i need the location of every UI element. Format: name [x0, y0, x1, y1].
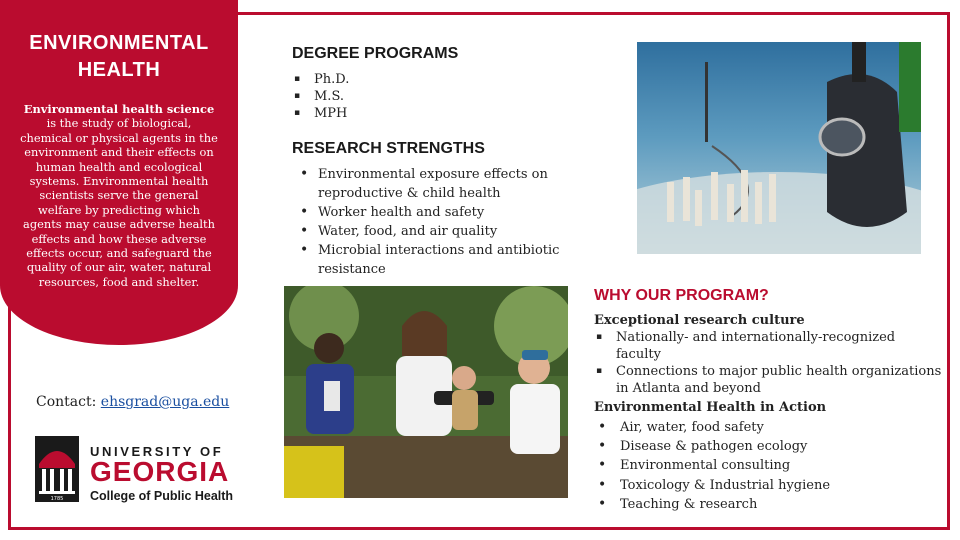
seal-year: 1785: [50, 496, 64, 502]
list-item: • Environmental consulting: [594, 456, 934, 475]
list-item: ▪ Ph.D.: [292, 71, 349, 88]
list-item: • Worker health and safety: [296, 203, 626, 222]
why-program-heading: WHY OUR PROGRAM?: [594, 287, 769, 304]
group-field-photo: [284, 286, 568, 498]
list-item: • Teaching & research: [594, 495, 934, 514]
panel-description-lead: Environmental health science: [23, 102, 215, 116]
list-item: ▪ MPH: [292, 105, 349, 122]
eh-in-action-list: [594, 418, 934, 514]
list-item: ▪ M.S.: [292, 88, 349, 105]
list-item: • Microbial interactions and antibiotic resistance: [296, 241, 626, 279]
logo-college: College of Public Health: [90, 489, 234, 503]
uga-logo: [35, 436, 245, 504]
panel-description: [20, 102, 218, 289]
research-strengths-heading: RESEARCH STRENGTHS: [292, 140, 485, 157]
arch-seal-icon: [35, 436, 79, 502]
research-strengths-list: [296, 165, 626, 279]
contact-line: [36, 394, 229, 410]
list-item: ▪ Connections to major public health organizations in Atlanta and beyond: [594, 363, 944, 397]
list-item: • Air, water, food safety: [594, 418, 934, 437]
list-item: • Environmental exposure effects on reproductive & child health: [296, 165, 626, 203]
eh-in-action-heading: Environmental Health in Action: [594, 400, 827, 415]
logo-university-of: UNIVERSITY OF: [90, 444, 224, 459]
degree-programs-heading: DEGREE PROGRAMS: [292, 45, 459, 62]
contact-label: Contact:: [36, 394, 97, 410]
degree-programs-list: [292, 71, 349, 122]
diver-sampling-image: [637, 42, 921, 254]
list-item: ▪ Nationally- and internationally-recognized faculty: [594, 329, 944, 363]
intro-panel: [0, 0, 238, 345]
underwater-research-photo: [637, 42, 921, 254]
logo-georgia: GEORGIA: [90, 456, 230, 487]
list-item: • Disease & pathogen ecology: [594, 437, 934, 456]
contact-email-link[interactable]: ehsgrad@uga.edu: [100, 394, 230, 410]
students-field-image: [284, 286, 568, 498]
list-item: • Water, food, and air quality: [296, 222, 626, 241]
logo-wordmark: [90, 444, 233, 503]
research-culture-heading: Exceptional research culture: [594, 313, 805, 328]
list-item: • Toxicology & Industrial hygiene: [594, 476, 934, 495]
panel-description-text: is the study of biological, chemical or physical agents in the environment and their effects on human health and ecological systems. Environmental health scientists serve the general welfare by predicting which agents may cause adverse health effects and how these adverse effects occur, and safeguard the quality of our air, water, natural resources, food and shelter.: [20, 116, 218, 289]
research-culture-list: [594, 329, 944, 397]
panel-title: ENVIRONMENTAL HEALTH: [29, 32, 209, 81]
